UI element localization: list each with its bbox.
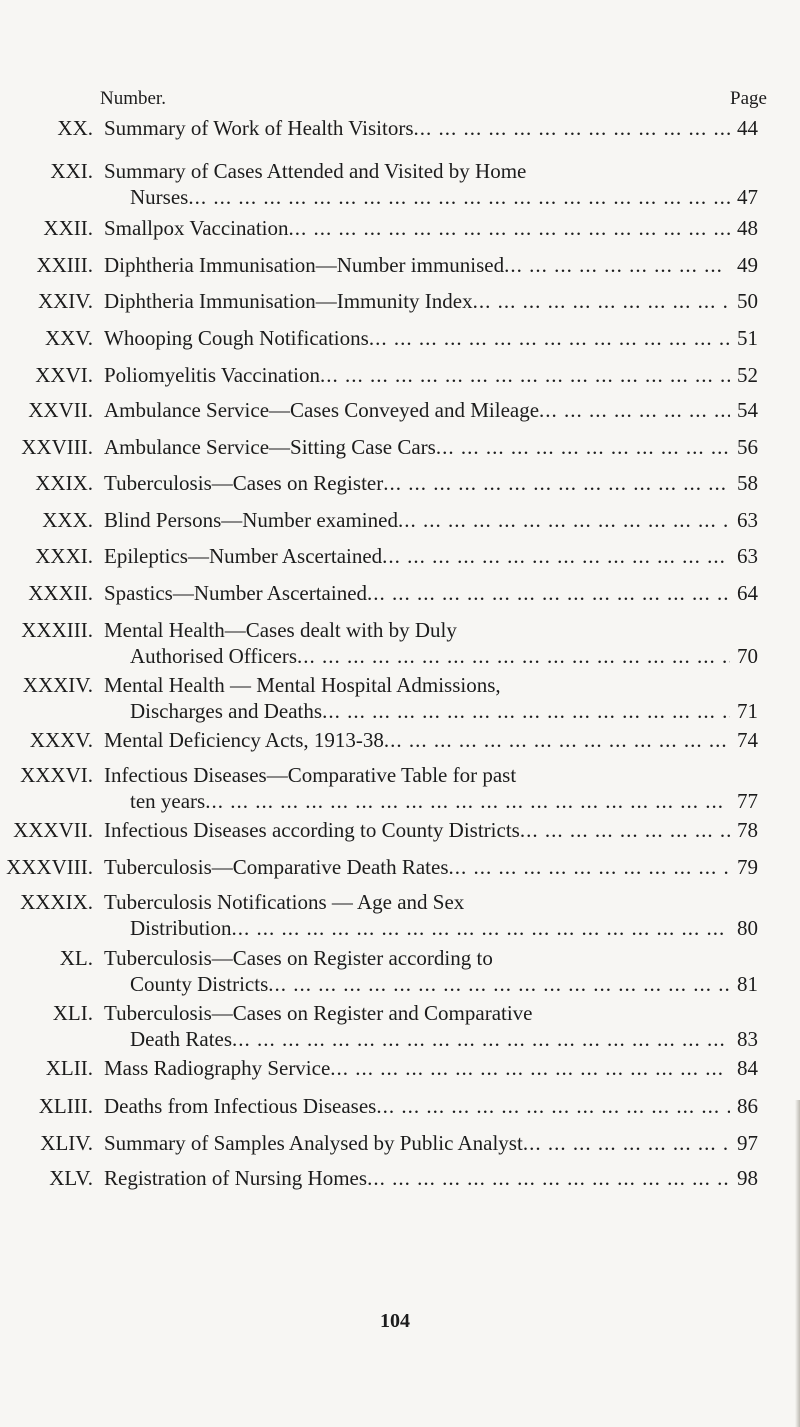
- page-column-header: Page: [730, 88, 767, 109]
- entry-page-number: 52: [737, 363, 758, 387]
- entry-title: Tuberculosis—Cases on Register according to: [104, 946, 493, 970]
- leader-dots: [384, 727, 730, 753]
- entry-title: Tuberculosis—Comparative Death Rates: [104, 855, 449, 879]
- entry-page-number: 49: [737, 253, 758, 277]
- leader-dots: [376, 1093, 730, 1119]
- leader-dots: [383, 470, 730, 496]
- entry-page-number: 58: [737, 471, 758, 495]
- entry-title: Mental Health — Mental Hospital Admissions,: [104, 673, 501, 697]
- entry-number: XXXV.: [29, 728, 93, 752]
- entry-number: XLI.: [52, 1001, 93, 1025]
- entry-title: Whooping Cough Notifications: [104, 326, 369, 350]
- entry-page-number: 81: [737, 972, 758, 996]
- entry-title-continued: Distribution: [130, 916, 232, 940]
- entry-title: Poliomyelitis Vaccination: [104, 363, 321, 387]
- entry-number: XXVII.: [28, 398, 93, 422]
- entry-title: Smallpox Vaccination: [104, 216, 289, 240]
- leader-dots: [232, 1026, 730, 1052]
- leader-dots: [473, 288, 730, 314]
- entry-page-number: 44: [737, 116, 758, 140]
- page-number: 104: [380, 1310, 410, 1332]
- entry-number: XLIV.: [40, 1131, 93, 1155]
- entry-title: Ambulance Service—Sitting Case Cars: [104, 435, 436, 459]
- entry-number: XXI.: [50, 159, 93, 183]
- leader-dots: [520, 817, 730, 843]
- entry-title: Summary of Cases Attended and Visited by Home: [104, 159, 527, 183]
- entry-number: XL.: [59, 946, 93, 970]
- entry-title: Spastics—Number Ascertained: [104, 581, 368, 605]
- entry-title: Tuberculosis Notifications — Age and Sex: [104, 890, 465, 914]
- leader-dots: [188, 184, 730, 210]
- leader-dots: [449, 854, 730, 880]
- leader-dots: [367, 1165, 730, 1191]
- entry-number: XXIII.: [36, 253, 93, 277]
- entry-page-number: 70: [737, 644, 758, 668]
- entry-page-number: 64: [737, 581, 758, 605]
- entry-number: XLV.: [49, 1166, 93, 1190]
- entry-page-number: 98: [737, 1166, 758, 1190]
- entry-page-number: 97: [737, 1131, 758, 1155]
- entry-number: XLII.: [45, 1056, 93, 1080]
- entry-page-number: 79: [737, 855, 758, 879]
- entry-page-number: 71: [737, 699, 758, 723]
- entry-page-number: 51: [737, 326, 758, 350]
- entry-number: XX.: [57, 116, 93, 140]
- leader-dots: [232, 915, 730, 941]
- entry-page-number: 84: [737, 1056, 758, 1080]
- entry-page-number: 63: [737, 508, 758, 532]
- entry-page-number: 56: [737, 435, 758, 459]
- leader-dots: [414, 115, 731, 141]
- leader-dots: [367, 580, 730, 606]
- entry-title-continued: Nurses: [130, 185, 189, 209]
- entry-number: XXXI.: [35, 544, 93, 568]
- entry-number: XXIV.: [37, 289, 93, 313]
- entry-number: XXVIII.: [21, 435, 93, 459]
- entry-number: XXXVII.: [13, 818, 93, 842]
- entry-title: Deaths from Infectious Diseases: [104, 1094, 377, 1118]
- entry-number: XXXIX.: [20, 890, 93, 914]
- number-column-header: Number.: [100, 88, 166, 109]
- leader-dots: [523, 1130, 730, 1156]
- entry-title: Registration of Nursing Homes: [104, 1166, 368, 1190]
- entry-title: Diphtheria Immunisation—Immunity Index: [104, 289, 473, 313]
- entry-page-number: 83: [737, 1027, 758, 1051]
- entry-title: Mass Radiography Service: [104, 1056, 331, 1080]
- entry-number: XXXII.: [28, 581, 93, 605]
- entry-number: XXII.: [43, 216, 93, 240]
- entry-number: XLIII.: [38, 1094, 93, 1118]
- entry-title: Infectious Diseases according to County Districts: [104, 818, 520, 842]
- entry-page-number: 50: [737, 289, 758, 313]
- entry-title-continued: Death Rates: [130, 1027, 233, 1051]
- leader-dots: [398, 507, 730, 533]
- entry-title: Mental Health—Cases dealt with by Duly: [104, 618, 457, 642]
- entry-title: Mental Deficiency Acts, 1913-38: [104, 728, 384, 752]
- entry-title: Blind Persons—Number examined: [104, 508, 398, 532]
- leader-dots: [268, 971, 730, 997]
- entry-number: XXXIV.: [22, 673, 93, 697]
- entry-title: Summary of Work of Health Visitors: [104, 116, 414, 140]
- entry-title-continued: Discharges and Deaths: [130, 699, 323, 723]
- entry-title-continued: ten years: [130, 789, 206, 813]
- entry-title-continued: Authorised Officers: [130, 644, 297, 668]
- page-edge-shadow: [795, 1100, 800, 1427]
- entry-number: XXV.: [44, 326, 93, 350]
- entry-title: Epileptics—Number Ascertained: [104, 544, 383, 568]
- entry-title: Infectious Diseases—Comparative Table for past: [104, 763, 517, 787]
- entry-number: XXIX.: [35, 471, 93, 495]
- entry-title: Ambulance Service—Cases Conveyed and Mileage: [104, 398, 540, 422]
- entry-page-number: 47: [737, 185, 758, 209]
- entry-number: XXXIII.: [21, 618, 93, 642]
- entry-number: XXVI.: [35, 363, 93, 387]
- leader-dots: [289, 215, 731, 241]
- entry-title: Tuberculosis—Cases on Register and Comparative: [104, 1001, 533, 1025]
- entry-number: XXXVIII.: [6, 855, 93, 879]
- leader-dots: [320, 362, 730, 388]
- entry-title: Summary of Samples Analysed by Public Analyst: [104, 1131, 523, 1155]
- entry-page-number: 54: [737, 398, 758, 422]
- entry-page-number: 78: [737, 818, 758, 842]
- entry-title: Diphtheria Immunisation—Number immunised: [104, 253, 505, 277]
- entry-page-number: 80: [737, 916, 758, 940]
- entry-page-number: 63: [737, 544, 758, 568]
- leader-dots: [297, 643, 730, 669]
- entry-page-number: 86: [737, 1094, 758, 1118]
- leader-dots: [205, 788, 730, 814]
- entry-page-number: 77: [737, 789, 758, 813]
- entry-page-number: 74: [737, 728, 758, 752]
- entry-page-number: 48: [737, 216, 758, 240]
- leader-dots: [382, 543, 730, 569]
- leader-dots: [330, 1055, 730, 1081]
- entry-title: Tuberculosis—Cases on Register: [104, 471, 384, 495]
- entry-number: XXX.: [42, 508, 93, 532]
- leader-dots: [322, 698, 730, 724]
- leader-dots: [436, 434, 730, 460]
- leader-dots: [539, 397, 730, 423]
- leader-dots: [504, 252, 730, 278]
- leader-dots: [369, 325, 730, 351]
- entry-number: XXXVI.: [20, 763, 93, 787]
- entry-title-continued: County Districts: [130, 972, 269, 996]
